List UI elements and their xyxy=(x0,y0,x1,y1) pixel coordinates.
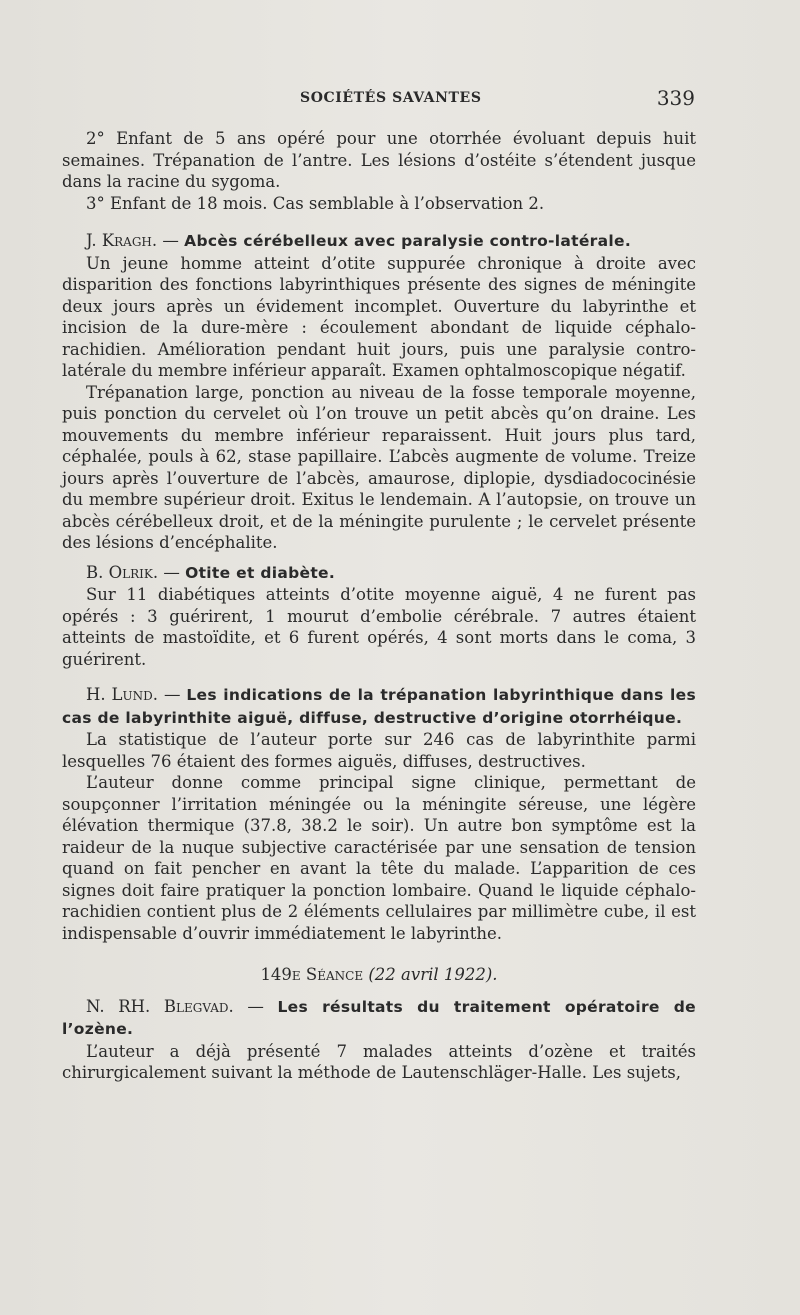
entry-heading: H. Lund. — Les indications de la trépanation labyrinthique dans les cas de labyrinthite aiguë, diffuse, destructive d’origine otorrhéique. xyxy=(62,685,696,727)
entry-title: Les indications de la trépanation labyrinthique dans les cas de labyrinthite aiguë, diffuse, destructive d’origine otorrhéique. xyxy=(62,686,696,727)
page-header xyxy=(60,86,695,116)
entry-paragraph: L’auteur donne comme principal signe clinique, permettant de soupçonner l’irritation méningée ou la méningite séreuse, une légère élévation thermique (37.8, 38.2 le soir). Un autre bon symptôme est la raideur de la nuque subjective caractérisée par une sensation de tension quand on fait pencher en avant la tête du malade. L’apparition de ces signes doit faire pratiquer la ponction lombaire. Quand le liquide céphalo-rachidien contient plus de 2 éléments cellulaires par millimètre cube, il est indispensable d’ouvrir immédiatement le labyrinthe. xyxy=(62,773,696,943)
observation-item-3: 3° Enfant de 18 mois. Cas semblable à l’observation 2. xyxy=(86,193,545,213)
entry-author: J. Kragh. xyxy=(86,231,158,250)
entry-paragraph: Trépanation large, ponction au niveau de la fosse temporale moyenne, puis ponction du cervelet où l’on trouve un petit abcès qu’on draine. Les mouvements du membre inférieur reparaissent. Huit jours plus tard, céphalée, pouls à 62, stase papillaire. L’abcès augmente de volume. Treize jours après l’ouverture de l’abcès, amaurose, diplopie, dysdiadococinésie du membre supérieur droit. Exitus le lendemain. A l’autopsie, on trouve un abcès cérébelleux droit, et de la méningite purulente ; le cervelet présente des lésions d’encéphalite. xyxy=(62,382,696,552)
entry-author: H. Lund. xyxy=(86,685,158,704)
entry-author: B. Olrik. xyxy=(86,562,159,582)
entry-paragraph: Un jeune homme atteint d’otite suppurée chronique à droite avec disparition des fonctions labyrinthiques présente des signes de méningite deux jours après un évidement incomplet. Ouverture du labyrinthe et incision de la dure-mère : écoulement abondant de liquide céphalo-rachidien. Amélioration pendant huit jours, puis une paralysie contro-latérale du membre inférieur apparaît. Examen ophtalmoscopique négatif. xyxy=(62,253,696,380)
observation-item-2: 2° Enfant de 5 ans opéré pour une otorrhée évoluant depuis huit semaines. Trépanation de l’antre. Les lésions d’ostéite s’étendent jusque dans la racine du sygoma. xyxy=(62,129,696,191)
page-number: 339 xyxy=(656,86,695,110)
entry-author: N. RH. Blegvad. xyxy=(86,996,234,1016)
entry-title: Abcès cérébelleux avec paralysie contro-latérale. xyxy=(184,232,632,250)
entry-heading: B. Olrik. — Otite et diabète. xyxy=(86,562,336,582)
entry-heading: J. Kragh. — Abcès cérébelleux avec paralysie contro-latérale. xyxy=(86,231,632,250)
session-label: 149e Séance xyxy=(260,965,364,984)
page-body xyxy=(62,128,696,1084)
entry-paragraph: Sur 11 diabétiques atteints d’otite moyenne aiguë, 4 ne furent pas opérés : 3 guérirent, 1 mourut d’embolie cérébrale. 7 autres étaient atteints de mastoïdite, et 6 furent opérés, 4 sont morts dans le coma, 3 guérirent. xyxy=(62,585,696,669)
session-date: (22 avril 1922). xyxy=(368,965,498,984)
entry-heading: N. RH. Blegvad. — Les résultats du traitement opératoire de l’ozène. xyxy=(62,996,696,1038)
running-title: SOCIÉTÉS SAVANTES xyxy=(300,90,482,106)
session-heading xyxy=(62,964,696,986)
entry-title: Otite et diabète. xyxy=(185,563,336,582)
entry-paragraph: La statistique de l’auteur porte sur 246 cas de labyrinthite parmi lesquelles 76 étaient des formes aiguës, diffuses, destructives. xyxy=(62,730,696,771)
entry-title: Les résultats du traitement opératoire de l’ozène. xyxy=(62,997,696,1038)
entry-paragraph: L’auteur a déjà présenté 7 malades atteints d’ozène et traités chirurgicalement suivant la méthode de Lautenschläger-Halle. Les sujets, xyxy=(62,1041,696,1082)
